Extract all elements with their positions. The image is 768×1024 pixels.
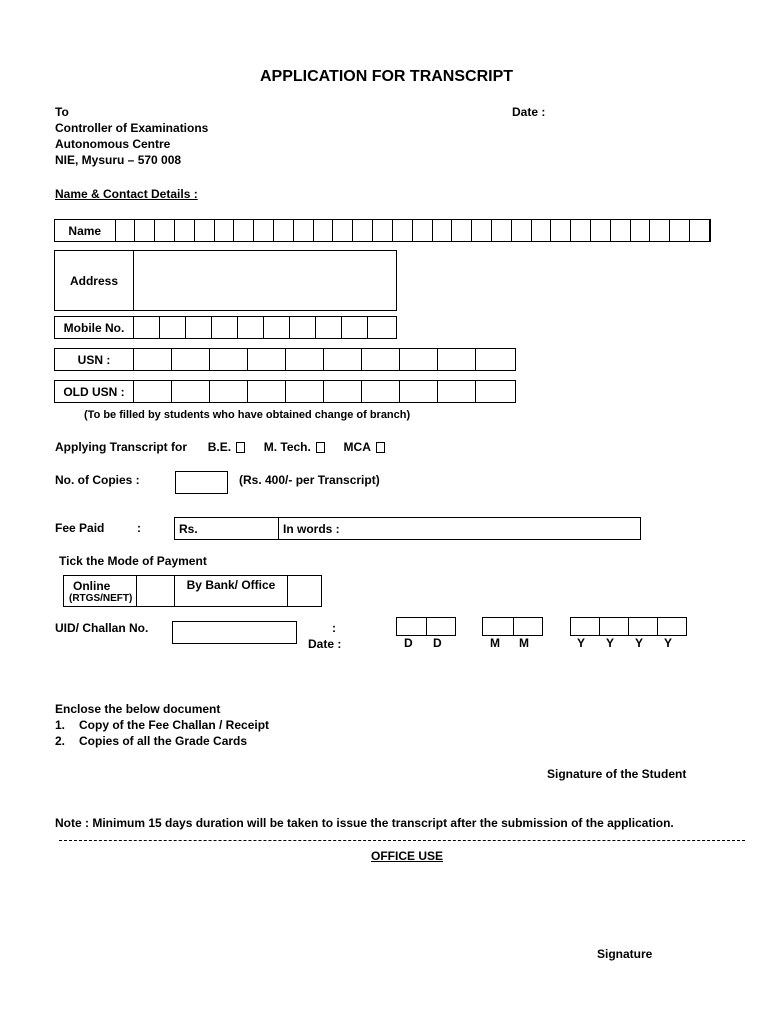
name-char-box[interactable] (333, 220, 353, 241)
name-grid[interactable] (54, 219, 711, 242)
old-usn-char-box[interactable] (476, 381, 515, 402)
year-digit-box[interactable] (629, 618, 658, 635)
note: Note : Minimum 15 days duration will be taken to issue the transcript after the submission of the application. (55, 816, 674, 830)
name-char-box[interactable] (373, 220, 393, 241)
mobile-digit-box[interactable] (368, 317, 396, 338)
mobile-digit-box[interactable] (134, 317, 160, 338)
copies-field[interactable] (175, 471, 228, 494)
name-char-box[interactable] (670, 220, 690, 241)
name-char-box[interactable] (274, 220, 294, 241)
usn-label: USN : (55, 349, 134, 370)
month-letter: M (490, 636, 500, 650)
divider-line (59, 840, 745, 841)
name-char-box[interactable] (452, 220, 472, 241)
day-letter: D (433, 636, 442, 650)
address-line-3: NIE, Mysuru – 570 008 (55, 153, 182, 167)
address-line-1: Controller of Examinations (55, 121, 209, 135)
usn-char-box[interactable] (248, 349, 286, 370)
online-sub-label: (RTGS/NEFT) (69, 592, 133, 604)
name-char-box[interactable] (195, 220, 215, 241)
enclose-item-text: Copies of all the Grade Cards (79, 734, 248, 748)
name-char-box[interactable] (254, 220, 274, 241)
old-usn-char-box[interactable] (286, 381, 324, 402)
name-char-box[interactable] (314, 220, 334, 241)
mobile-digit-box[interactable] (290, 317, 316, 338)
month-digit-box[interactable] (514, 618, 542, 635)
bank-label: By Bank/ Office (186, 578, 276, 592)
fee-label: Fee Paid (55, 521, 105, 535)
name-char-box[interactable] (611, 220, 631, 241)
usn-char-box[interactable] (362, 349, 400, 370)
mca-checkbox[interactable] (376, 442, 385, 453)
fee-words-field[interactable] (279, 518, 640, 539)
usn-char-box[interactable] (400, 349, 438, 370)
year-letter: Y (664, 636, 673, 650)
mobile-digit-box[interactable] (186, 317, 212, 338)
enclose-heading: Enclose the below document (55, 702, 221, 716)
enclose-item-num: 2. (55, 734, 66, 748)
name-char-box[interactable] (472, 220, 492, 241)
year-letter: Y (577, 636, 586, 650)
mobile-digit-box[interactable] (316, 317, 342, 338)
name-char-box[interactable] (353, 220, 373, 241)
old-usn-char-box[interactable] (210, 381, 248, 402)
name-label: Name (55, 220, 116, 241)
name-char-box[interactable] (650, 220, 670, 241)
name-char-box[interactable] (175, 220, 195, 241)
address-label: Address (55, 251, 134, 310)
old-usn-char-box[interactable] (248, 381, 286, 402)
be-option-label: B.E. (207, 440, 232, 454)
mobile-grid[interactable] (54, 316, 397, 339)
address-grid[interactable] (54, 250, 397, 311)
name-char-box[interactable] (512, 220, 532, 241)
name-char-box[interactable] (116, 220, 136, 241)
name-char-box[interactable] (492, 220, 512, 241)
fee-grid[interactable] (174, 517, 641, 540)
year-digit-box[interactable] (600, 618, 629, 635)
branch-note: (To be filled by students who have obtained change of branch) (84, 409, 411, 421)
old-usn-char-box[interactable] (324, 381, 362, 402)
page-title: APPLICATION FOR TRANSCRIPT (260, 68, 514, 85)
mobile-digit-box[interactable] (238, 317, 264, 338)
address-line-2: Autonomous Centre (55, 137, 171, 151)
challan-label: UID/ Challan No. (55, 621, 149, 635)
old-usn-char-box[interactable] (362, 381, 400, 402)
name-char-box[interactable] (551, 220, 571, 241)
applying-label: Applying Transcript for (55, 440, 188, 454)
office-signature: Signature (597, 947, 653, 961)
old-usn-grid[interactable] (54, 380, 516, 403)
usn-char-box[interactable] (324, 349, 362, 370)
old-usn-label: OLD USN : (55, 381, 134, 402)
online-tick-box[interactable] (137, 576, 175, 606)
old-usn-char-box[interactable] (400, 381, 438, 402)
address-field[interactable] (134, 251, 396, 310)
mobile-digit-box[interactable] (342, 317, 368, 338)
usn-char-box[interactable] (210, 349, 248, 370)
mca-option-label: MCA (343, 440, 371, 454)
mobile-digit-box[interactable] (264, 317, 290, 338)
name-char-box[interactable] (155, 220, 175, 241)
fee-rs-label: Rs. (179, 521, 198, 536)
year-letter: Y (606, 636, 615, 650)
copies-rate: (Rs. 400/- per Transcript) (239, 473, 380, 487)
name-char-box[interactable] (571, 220, 591, 241)
name-char-box[interactable] (135, 220, 155, 241)
online-label: Online (73, 578, 111, 593)
name-char-box[interactable] (393, 220, 413, 241)
enclose-item-num: 1. (55, 718, 66, 732)
challan-colon: : (332, 621, 336, 635)
mobile-label: Mobile No. (55, 317, 134, 338)
month-letter: M (519, 636, 529, 650)
payment-heading: Tick the Mode of Payment (59, 554, 207, 568)
online-option (64, 576, 137, 606)
name-char-box[interactable] (234, 220, 254, 241)
mobile-digit-box[interactable] (160, 317, 186, 338)
usn-char-box[interactable] (286, 349, 324, 370)
usn-grid[interactable] (54, 348, 516, 371)
fee-colon: : (137, 521, 141, 535)
mobile-digit-box[interactable] (212, 317, 238, 338)
old-usn-char-box[interactable] (172, 381, 210, 402)
name-char-box[interactable] (532, 220, 552, 241)
day-digit-box[interactable] (427, 618, 455, 635)
day-digit-box[interactable] (397, 618, 427, 635)
date-yyyy-grid[interactable] (570, 617, 687, 636)
be-checkbox[interactable] (236, 442, 245, 453)
year-digit-box[interactable] (571, 618, 600, 635)
contact-heading: Name & Contact Details : (55, 187, 198, 201)
date-mm-grid[interactable] (482, 617, 543, 636)
usn-char-box[interactable] (172, 349, 210, 370)
date-label: Date : (512, 105, 546, 119)
month-digit-box[interactable] (483, 618, 514, 635)
name-char-box[interactable] (591, 220, 611, 241)
bank-option (175, 576, 288, 606)
old-usn-char-box[interactable] (438, 381, 476, 402)
year-digit-box[interactable] (658, 618, 686, 635)
copies-label: No. of Copies : (55, 473, 140, 487)
mtech-option-label: M. Tech. (263, 440, 311, 454)
usn-char-box[interactable] (134, 349, 172, 370)
usn-char-box[interactable] (476, 349, 515, 370)
old-usn-char-box[interactable] (134, 381, 172, 402)
to-label: To (55, 105, 69, 119)
year-letter: Y (635, 636, 644, 650)
name-char-box[interactable] (433, 220, 453, 241)
challan-date-label: Date : (308, 637, 342, 651)
date-dd-grid[interactable] (396, 617, 456, 636)
student-signature: Signature of the Student (547, 767, 687, 781)
payment-grid[interactable] (63, 575, 322, 607)
applying-row (55, 440, 385, 454)
name-char-box[interactable] (215, 220, 235, 241)
fee-words-label: In words : (283, 521, 340, 536)
office-use-heading: OFFICE USE (371, 849, 444, 863)
name-char-box[interactable] (631, 220, 651, 241)
mtech-checkbox[interactable] (316, 442, 325, 453)
name-char-box[interactable] (690, 220, 710, 241)
fee-rs-field[interactable] (175, 518, 279, 539)
usn-char-box[interactable] (438, 349, 476, 370)
name-char-box[interactable] (294, 220, 314, 241)
day-letter: D (404, 636, 413, 650)
challan-field[interactable] (172, 621, 297, 644)
enclose-item-text: Copy of the Fee Challan / Receipt (79, 718, 270, 732)
bank-tick-box[interactable] (288, 576, 321, 606)
name-char-box[interactable] (413, 220, 433, 241)
